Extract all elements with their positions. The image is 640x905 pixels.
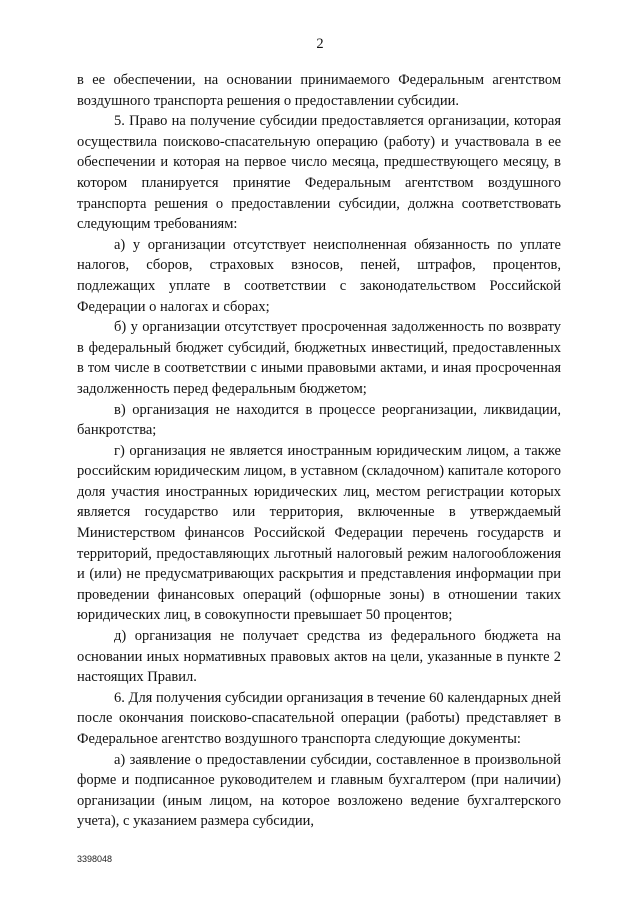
page-number: 2 [316, 36, 324, 52]
paragraph-clause-5g: г) организация не является иностранным юридическим лицом, а также российским юридическим лицом, в уставном (складочном) капитале которого доля участия иностранных юридических лиц, местом регистрации которых является государство или территория, включенные в утверждаемый Министерством финансов Российской Федерации перечень государств и территорий, предоставляющих льготный налоговый режим налогообложения и (или) не предусматривающих раскрытия и представления информации при проведении финансовых операций (офшорные зоны) в отношении таких юридических лиц, в совокупности превышает 50 процентов; [77, 442, 561, 624]
paragraph-continuation: в ее обеспечении, на основании принимаемого Федеральным агентством воздушного транспорта решения о предоставлении субсидии. [77, 72, 561, 109]
paragraph-clause-6a: а) заявление о предоставлении субсидии, составленное в произвольной форме и подписанное руководителем и главным бухгалтером (при наличии) организации (иным лицом, на которое возложено ведение бухгалтерского учета), с указанием размера субсидии, [77, 751, 561, 830]
paragraph-clause-5b: б) у организации отсутствует просроченная задолженность по возврату в федеральный бюджет субсидий, бюджетных инвестиций, предоставленных в том числе в соответствии с иными правовыми актами, и иная просроченная задолженность перед федеральным бюджетом; [77, 319, 561, 397]
paragraph-clause-5: 5. Право на получение субсидии предоставляется организации, которая осуществила поисково-спасательную операцию (работу) и участвовала в ее обеспечении и которая на первое число месяца, предшествующего месяцу, в котором планируется принятие Федеральным агентством воздушного транспорта решения о предоставлении субсидии, должна соответствовать следующим требованиям: [77, 113, 561, 233]
document-body [77, 70, 561, 832]
paragraph-clause-5a: а) у организации отсутствует неисполненная обязанность по уплате налогов, сборов, страховых взносов, пеней, штрафов, процентов, подлежащих уплате в соответствии с законодательством Российской Федерации о налогах и сборах; [77, 236, 561, 315]
paragraph-clause-5d: д) организация не получает средства из федерального бюджета на основании иных нормативных правовых актов на цели, указанные в пункте 2 настоящих Правил. [77, 628, 561, 686]
paragraph-clause-6: 6. Для получения субсидии организация в течение 60 календарных дней после окончания поисково-спасательной операции (работы) представляет в Федеральное агентство воздушного транспорта следующие документы: [77, 689, 561, 747]
document-code: 3398048 [77, 854, 113, 864]
paragraph-clause-5v: в) организация не находится в процессе реорганизации, ликвидации, банкротства; [77, 401, 561, 439]
